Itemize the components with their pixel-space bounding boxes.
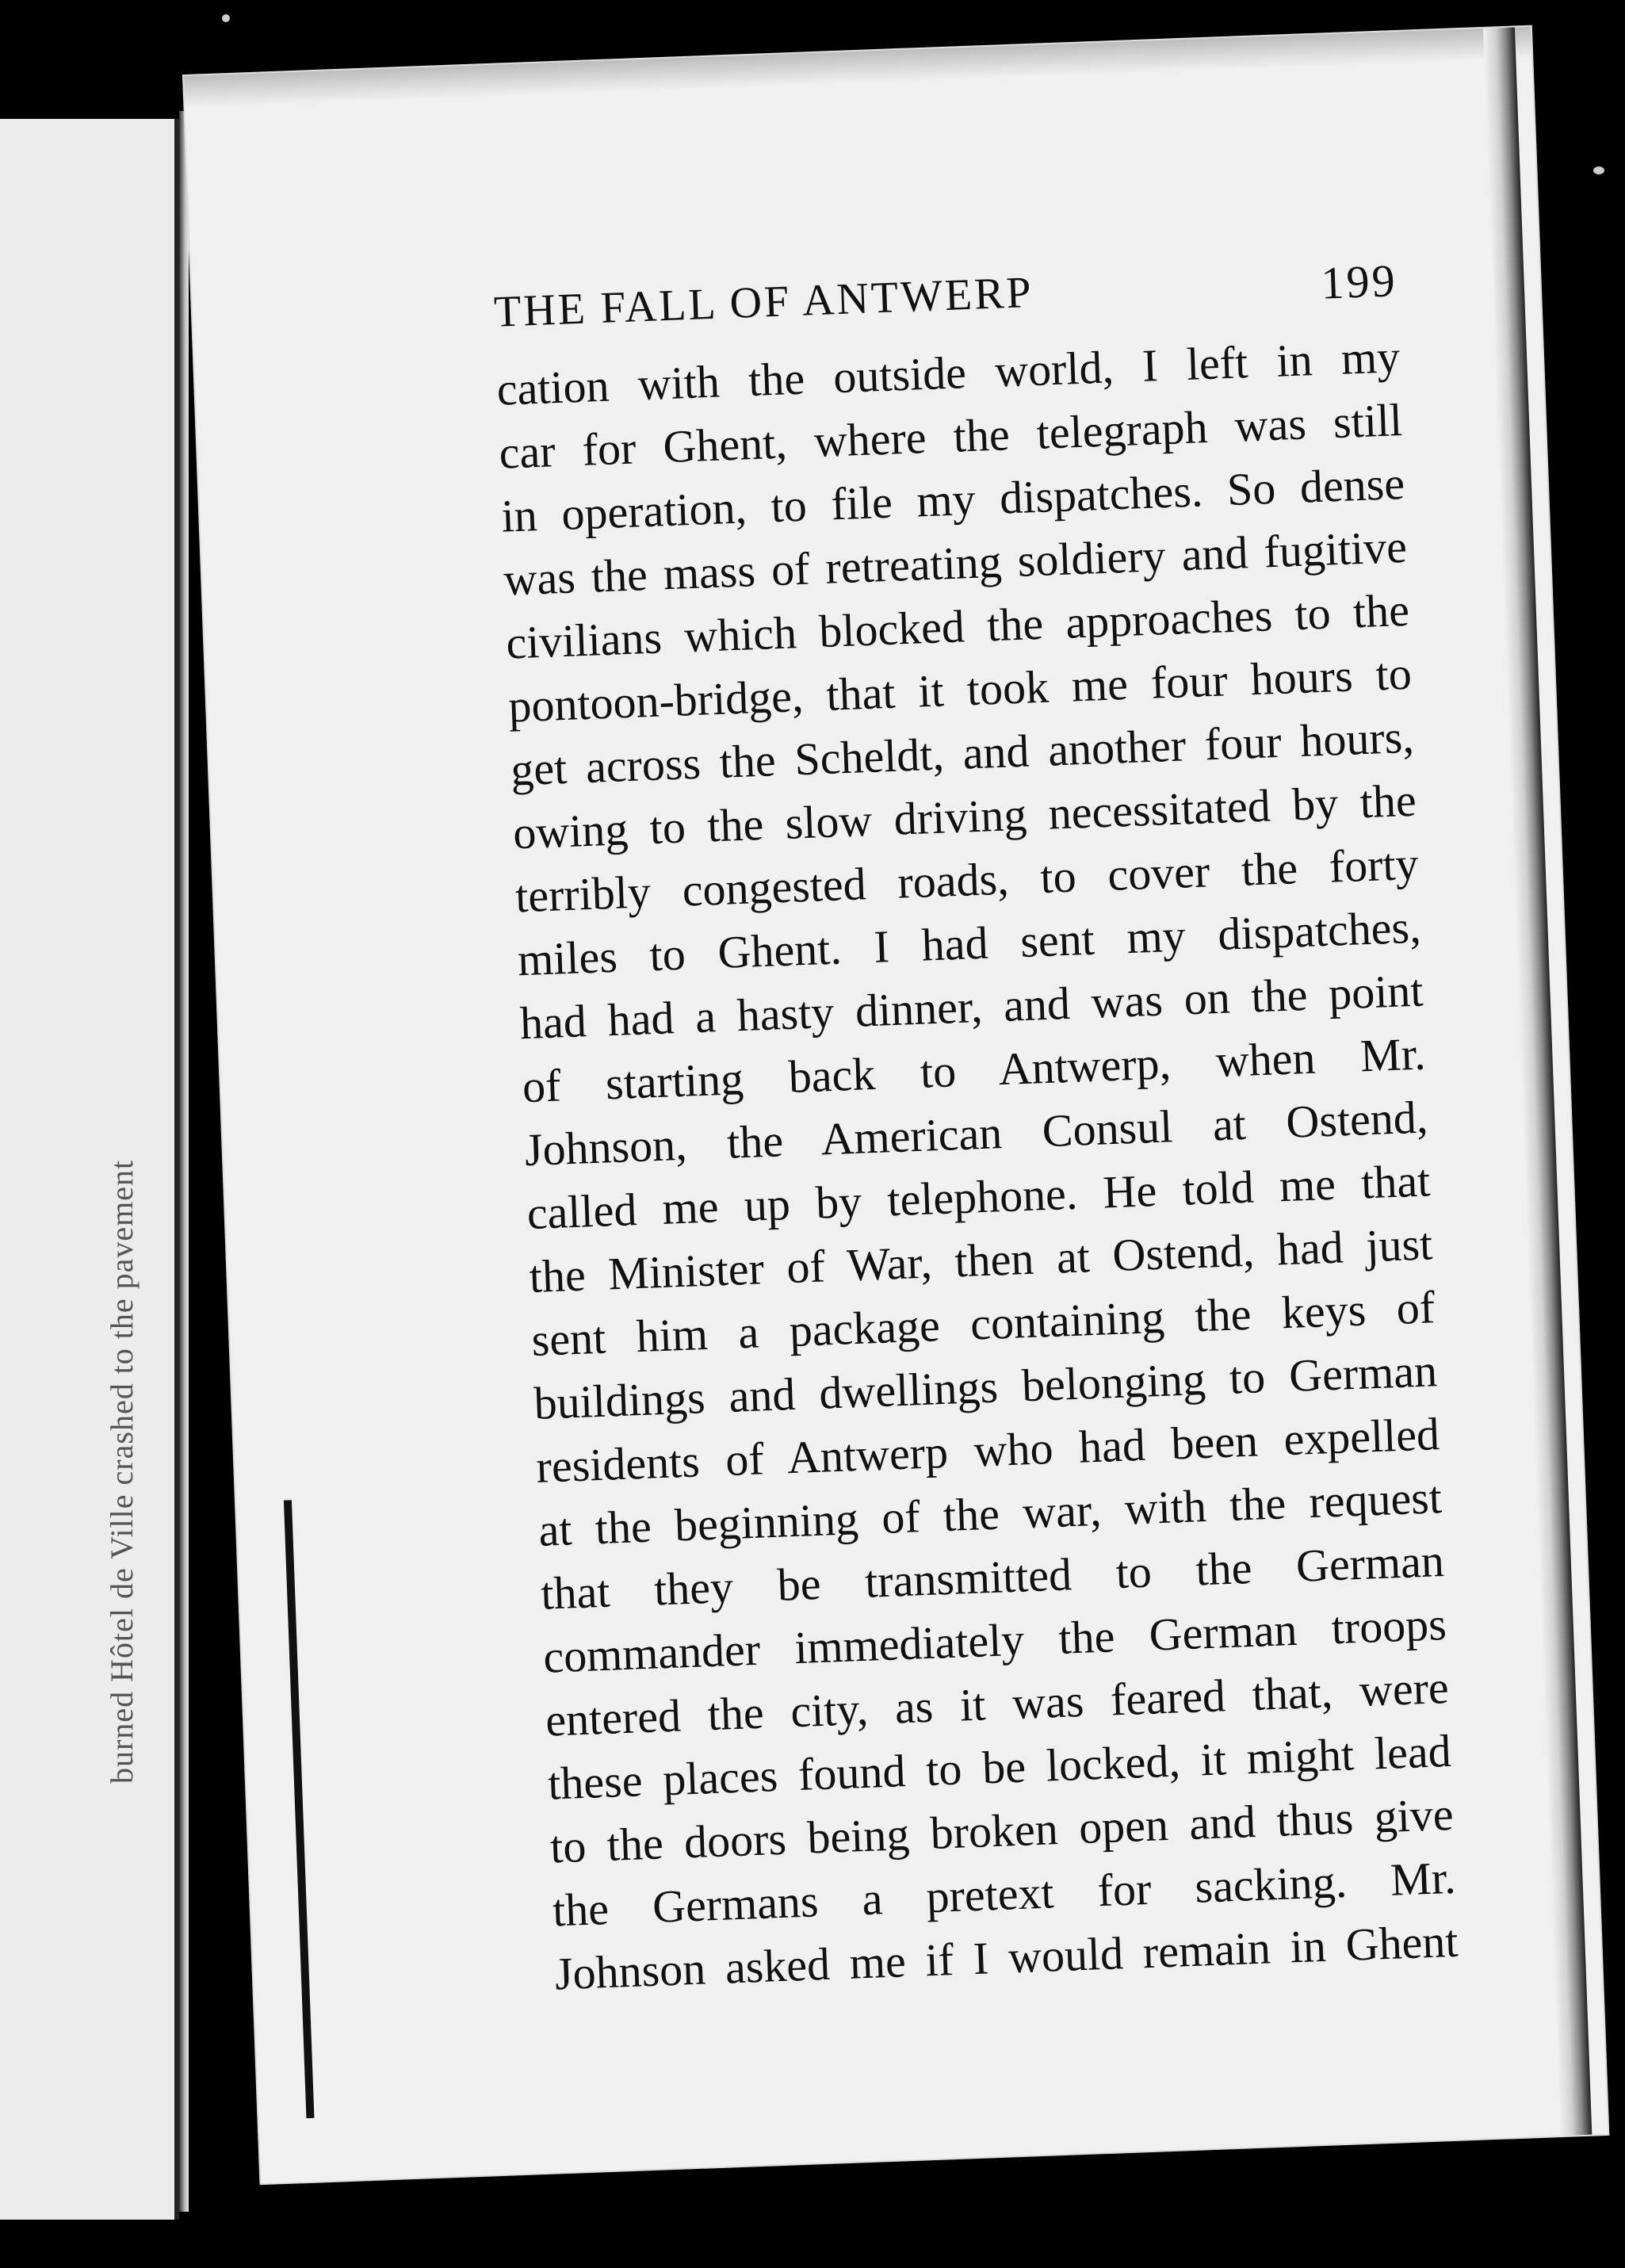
text-line: was the mass of retreating soldiery and fugitive bbox=[503, 520, 1408, 606]
page-top-shadow bbox=[184, 27, 1531, 108]
book-page bbox=[184, 27, 1608, 2184]
text-line: had had a hasty dinner, and was on the point bbox=[518, 964, 1424, 1050]
text-line: the Minister of War, then at Ostend, had just bbox=[528, 1218, 1434, 1303]
text-line: Johnson, the American Consul at Ostend, bbox=[523, 1091, 1429, 1176]
text-line: pontoon-bridge, that it took me four hours to bbox=[507, 647, 1413, 732]
book-gutter bbox=[179, 111, 189, 2212]
text-line: buildings and dwellings belonging to German bbox=[533, 1344, 1439, 1429]
body-text bbox=[495, 325, 1459, 2006]
text-line: terribly congested roads, to cover the forty bbox=[514, 837, 1420, 923]
text-line: sent him a package containing the keys of bbox=[530, 1281, 1436, 1366]
page-number: 199 bbox=[1320, 254, 1398, 309]
binding-shadow bbox=[284, 1500, 315, 2118]
page-header bbox=[493, 254, 1398, 338]
text-line: car for Ghent, where the telegraph was still bbox=[498, 393, 1404, 479]
text-line: that they be transmitted to the German bbox=[540, 1535, 1445, 1620]
text-line: at the beginning of the war, with the request bbox=[537, 1471, 1443, 1556]
text-line: get across the Scheldt, and another four hours, bbox=[510, 710, 1415, 796]
left-page-caption-area bbox=[0, 119, 174, 2220]
text-line: miles to Ghent. I had sent my dispatches, bbox=[516, 901, 1422, 986]
dust-speck bbox=[1593, 166, 1604, 174]
left-page-caption: burned Hôtel de Ville crashed to the pavement bbox=[104, 1159, 140, 1784]
text-line: to the doors being broken open and thus give bbox=[549, 1788, 1455, 1873]
text-line: in operation, to file my dispatches. So dense bbox=[500, 457, 1406, 542]
text-line: the Germans a pretext for sacking. Mr. bbox=[551, 1851, 1457, 1937]
text-line: owing to the slow driving necessitated by the bbox=[512, 774, 1417, 859]
text-line: Johnson asked me if I would remain in Ghent bbox=[553, 1914, 1459, 2000]
text-line: civilians which blocked the approaches to the bbox=[505, 583, 1410, 669]
text-line: cation with the outside world, I left in my bbox=[495, 331, 1401, 415]
text-line: these places found to be locked, it might lead bbox=[547, 1724, 1452, 1810]
text-line: of starting back to Antwerp, when Mr. bbox=[521, 1027, 1427, 1113]
text-line: commander immediately the German troops bbox=[542, 1597, 1447, 1683]
page-right-edge bbox=[1483, 27, 1592, 2136]
dust-speck bbox=[222, 14, 230, 22]
text-line: entered the city, as it was feared that, were bbox=[545, 1661, 1450, 1746]
text-line: residents of Antwerp who had been expelled bbox=[535, 1408, 1441, 1493]
text-line: called me up by telephone. He told me that bbox=[526, 1154, 1432, 1240]
running-head: THE FALL OF ANTWERP bbox=[493, 267, 1034, 337]
